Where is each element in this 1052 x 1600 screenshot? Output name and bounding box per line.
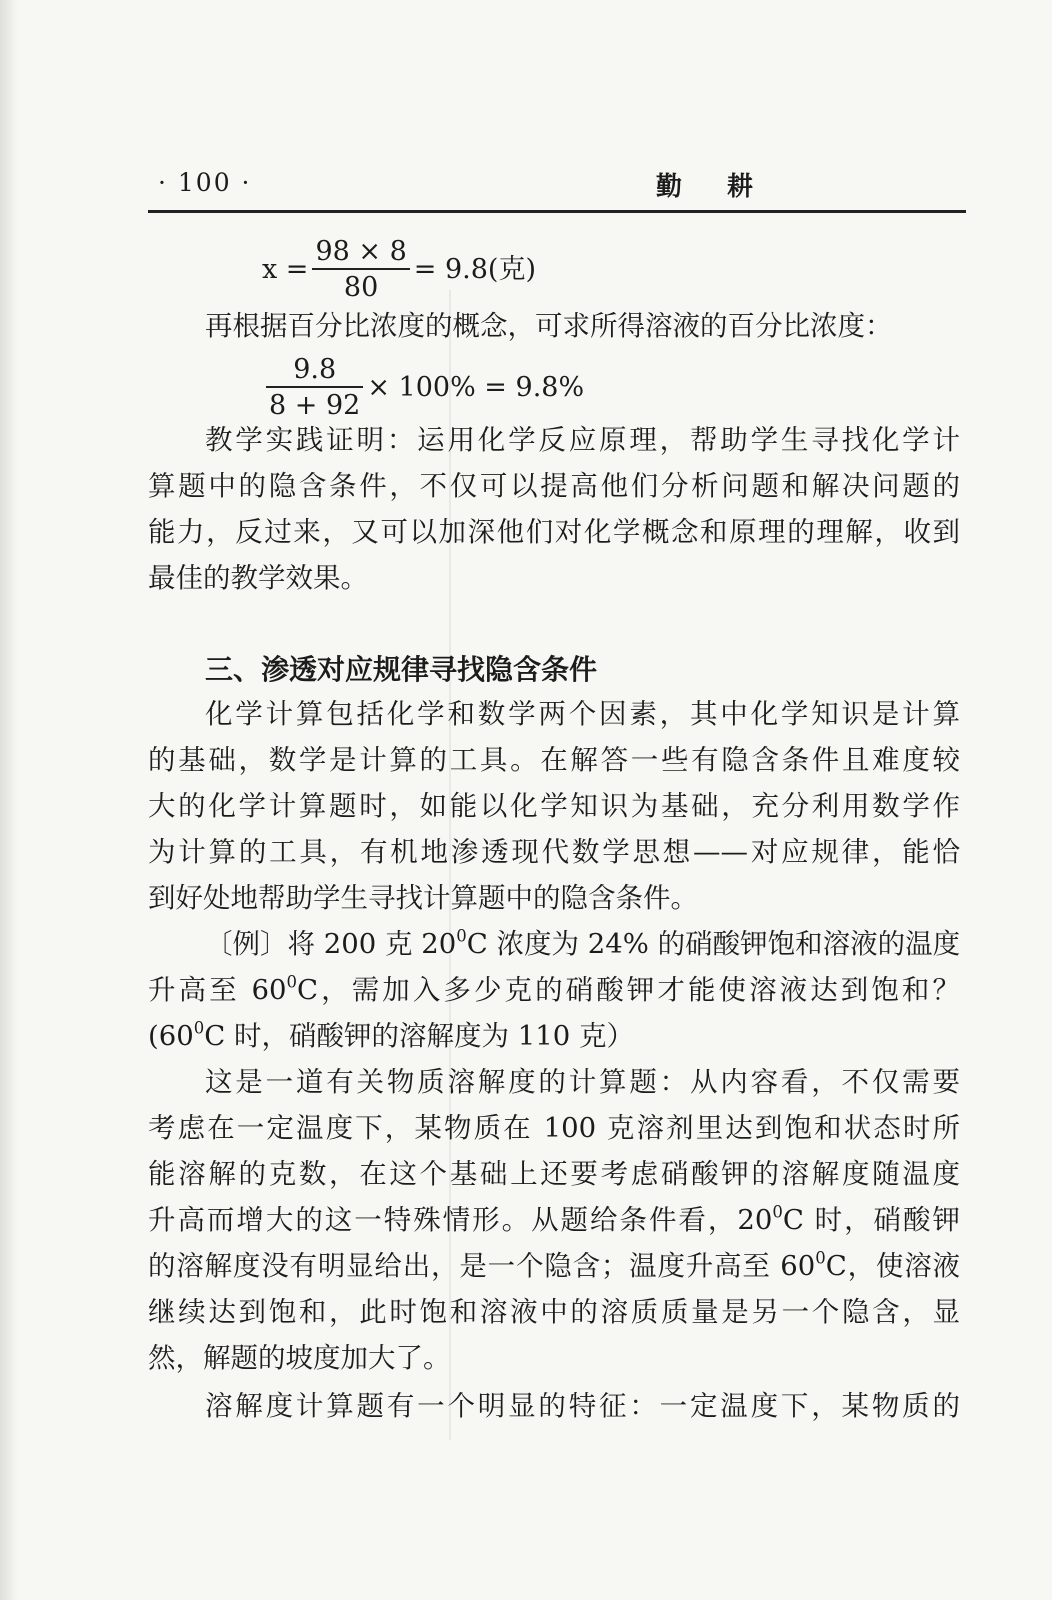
text-line: 能溶解的克数，在这个基础上还要考虑硝酸钾的溶解度随温度 [148, 1158, 960, 1190]
text-run: 的溶解度没有明显给出，是一个隐含；温度升高至 60 [148, 1250, 816, 1282]
example-line [205, 924, 960, 964]
formula-x [262, 238, 536, 301]
section-heading: 三、渗透对应规律寻找隐含条件 [205, 653, 598, 686]
text-run: (60 [148, 1020, 194, 1052]
text-run: 〔例〕将 200 克 20 [205, 928, 457, 960]
formula-x-rhs: = 9.8(克) [413, 254, 536, 285]
fraction [266, 356, 363, 419]
text-run: C 时，硝酸钾 [782, 1204, 960, 1236]
text-run: C，需加入多少克的硝酸钾才能使溶液达到饱和？ [297, 974, 960, 1006]
denominator: 8 + 92 [269, 390, 361, 421]
text-line: 溶解度计算题有一个明显的特征：一定温度下，某物质的 [205, 1390, 960, 1422]
formula-percent [262, 356, 584, 419]
text-run: C 时，硝酸钾的溶解度为 110 克） [204, 1020, 634, 1052]
example-line [148, 970, 960, 1010]
page-header [148, 162, 964, 202]
text-line: 为计算的工具，有机地渗透现代数学思想——对应规律，能恰 [148, 836, 960, 868]
example-line [148, 1016, 960, 1056]
numerator: 9.8 [266, 356, 363, 388]
text-line: 最佳的教学效果。 [148, 562, 368, 594]
fraction [312, 238, 409, 301]
formula-percent-rhs: × 100% = 9.8% [367, 372, 585, 403]
text-line: 考虑在一定温度下，某物质在 100 克溶剂里达到饱和状态时所 [148, 1112, 960, 1144]
text-line: 能力，反过来，又可以加深他们对化学概念和原理的理解，收到 [148, 516, 960, 548]
running-title: 勤 耕 [656, 172, 772, 202]
text-run: C 浓度为 24% 的硝酸钾饱和溶液的温度 [466, 928, 961, 960]
text-line: 到好处地帮助学生寻找计算题中的隐含条件。 [148, 882, 698, 914]
denominator: 80 [343, 272, 379, 303]
text-line [148, 1246, 960, 1286]
text-line: 教学实践证明：运用化学反应原理，帮助学生寻找化学计 [205, 424, 960, 456]
page-number: · 100 · [158, 168, 252, 197]
text-line [148, 1200, 960, 1240]
page-edge-shadow [0, 0, 18, 1600]
degree-sup: 0 [286, 972, 298, 992]
degree-sup: 0 [456, 926, 467, 946]
numerator: 98 × 8 [312, 238, 409, 270]
text-line: 这是一道有关物质溶解度的计算题：从内容看，不仅需要 [205, 1066, 960, 1098]
text-line: 然，解题的坡度加大了。 [148, 1342, 451, 1374]
text-line: 大的化学计算题时，如能以化学知识为基础，充分利用数学作 [148, 790, 960, 822]
text-run: C，使溶液 [825, 1250, 960, 1282]
degree-sup: 0 [772, 1202, 783, 1222]
degree-sup: 0 [193, 1018, 205, 1038]
degree-sup: 0 [815, 1248, 826, 1268]
text-line: 继续达到饱和，此时饱和溶液中的溶质质量是另一个隐含，显 [148, 1296, 960, 1328]
header-rule [148, 210, 966, 213]
formula-x-lhs: x = [262, 254, 309, 285]
text-line: 再根据百分比浓度的概念，可求所得溶液的百分比浓度： [205, 310, 893, 342]
text-run: 升高至 60 [148, 974, 287, 1006]
text-run: 升高而增大的这一特殊情形。从题给条件看，20 [148, 1204, 773, 1236]
text-line: 的基础，数学是计算的工具。在解答一些有隐含条件且难度较 [148, 744, 960, 776]
text-line: 算题中的隐含条件，不仅可以提高他们分析问题和解决问题的 [148, 470, 960, 502]
text-line: 化学计算包括化学和数学两个因素，其中化学知识是计算 [205, 698, 960, 730]
